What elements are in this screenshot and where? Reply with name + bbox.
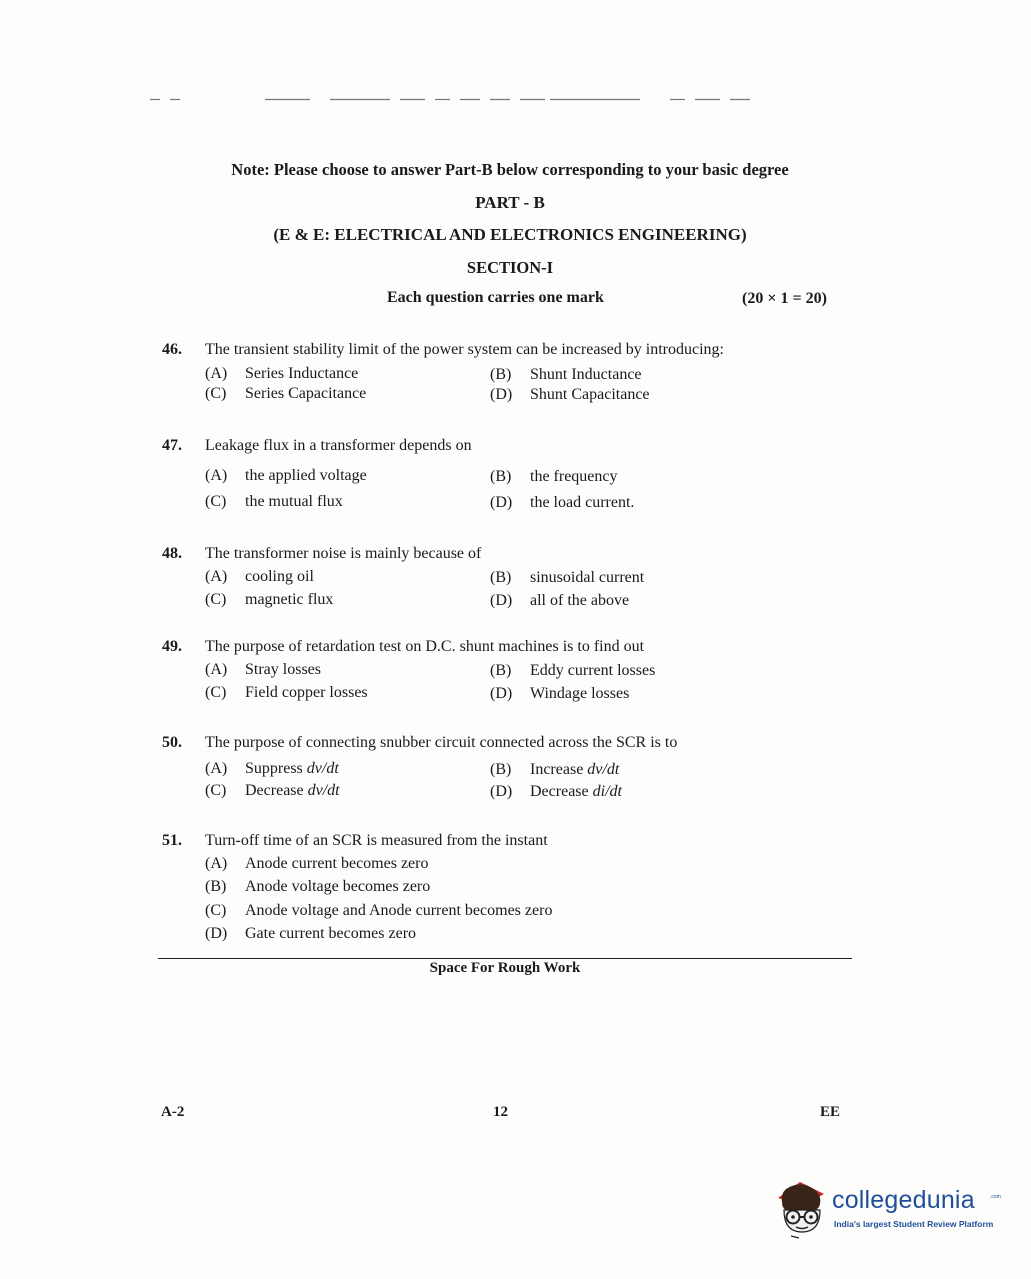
question-text: Leakage flux in a transformer depends on <box>205 437 472 454</box>
option-d: (D) the load current. <box>490 494 635 511</box>
option-d: (D) Windage losses <box>490 685 630 702</box>
option-b: (B) sinusoidal current <box>490 569 645 586</box>
department-title: (E & E: ELECTRICAL AND ELECTRONICS ENGINEERING) <box>273 225 747 244</box>
option-d: (D) Decrease di/dt <box>490 783 622 800</box>
question-text: The transformer noise is mainly because of <box>205 545 482 562</box>
collegedunia-watermark <box>772 1172 1002 1242</box>
question-text: The purpose of retardation test on D.C. shunt machines is to find out <box>205 638 645 655</box>
rough-work-label: Space For Rough Work <box>429 960 581 976</box>
option-d: (D) Gate current becomes zero <box>205 925 417 942</box>
instruction-note: Note: Please choose to answer Part-B below corresponding to your basic degree <box>231 160 789 179</box>
option-b: (B) Increase dv/dt <box>490 761 620 778</box>
question-text: The transient stability limit of the power system can be increased by introducing: <box>205 341 724 358</box>
footer-code: A-2 <box>161 1104 185 1120</box>
option-a: (A) Stray losses <box>205 661 321 678</box>
option-c: (C) Decrease dv/dt <box>205 782 340 799</box>
question-text: The purpose of connecting snubber circuit connected across the SCR is to <box>205 734 678 751</box>
question-text: Turn-off time of an SCR is measured from the instant <box>205 832 548 849</box>
option-b: (B) the frequency <box>490 468 618 485</box>
option-c: (C) Field copper losses <box>205 684 368 701</box>
question-number: 47. <box>162 437 182 454</box>
option-d: (D) Shunt Capacitance <box>490 386 650 403</box>
rough-work-divider <box>158 958 852 959</box>
option-b: (B) Eddy current losses <box>490 662 656 679</box>
top-scan-dashes <box>150 98 800 101</box>
page-number: 12 <box>493 1104 508 1120</box>
question-number: 51. <box>162 832 182 849</box>
question-number: 46. <box>162 341 182 358</box>
question-number: 50. <box>162 734 182 751</box>
option-a: (A) Anode current becomes zero <box>205 855 429 872</box>
part-title: PART - B <box>475 193 545 212</box>
question-number: 48. <box>162 545 182 562</box>
brand-suffix: .com <box>990 1194 1001 1200</box>
brand-tagline: India's largest Student Review Platform <box>834 1219 994 1229</box>
option-c: (C) magnetic flux <box>205 591 334 608</box>
collegedunia-mascot-icon <box>772 1172 832 1242</box>
brand-name: collegedunia <box>832 1186 975 1214</box>
footer-subject: EE <box>820 1104 841 1120</box>
option-a: (A) cooling oil <box>205 568 314 585</box>
marks-note: Each question carries one mark <box>387 289 604 306</box>
option-c: (C) Anode voltage and Anode current becomes zero <box>205 902 553 919</box>
option-b: (B) Shunt Inductance <box>490 366 642 383</box>
question-number: 49. <box>162 638 182 655</box>
option-a: (A) the applied voltage <box>205 467 367 484</box>
option-c: (C) the mutual flux <box>205 493 343 510</box>
option-a: (A) Suppress dv/dt <box>205 760 339 777</box>
section-title: SECTION-I <box>466 258 554 277</box>
option-c: (C) Series Capacitance <box>205 385 367 402</box>
option-b: (B) Anode voltage becomes zero <box>205 878 431 895</box>
marks-total: (20 × 1 = 20) <box>742 290 827 307</box>
option-d: (D) all of the above <box>490 592 630 609</box>
option-a: (A) Series Inductance <box>205 365 359 382</box>
